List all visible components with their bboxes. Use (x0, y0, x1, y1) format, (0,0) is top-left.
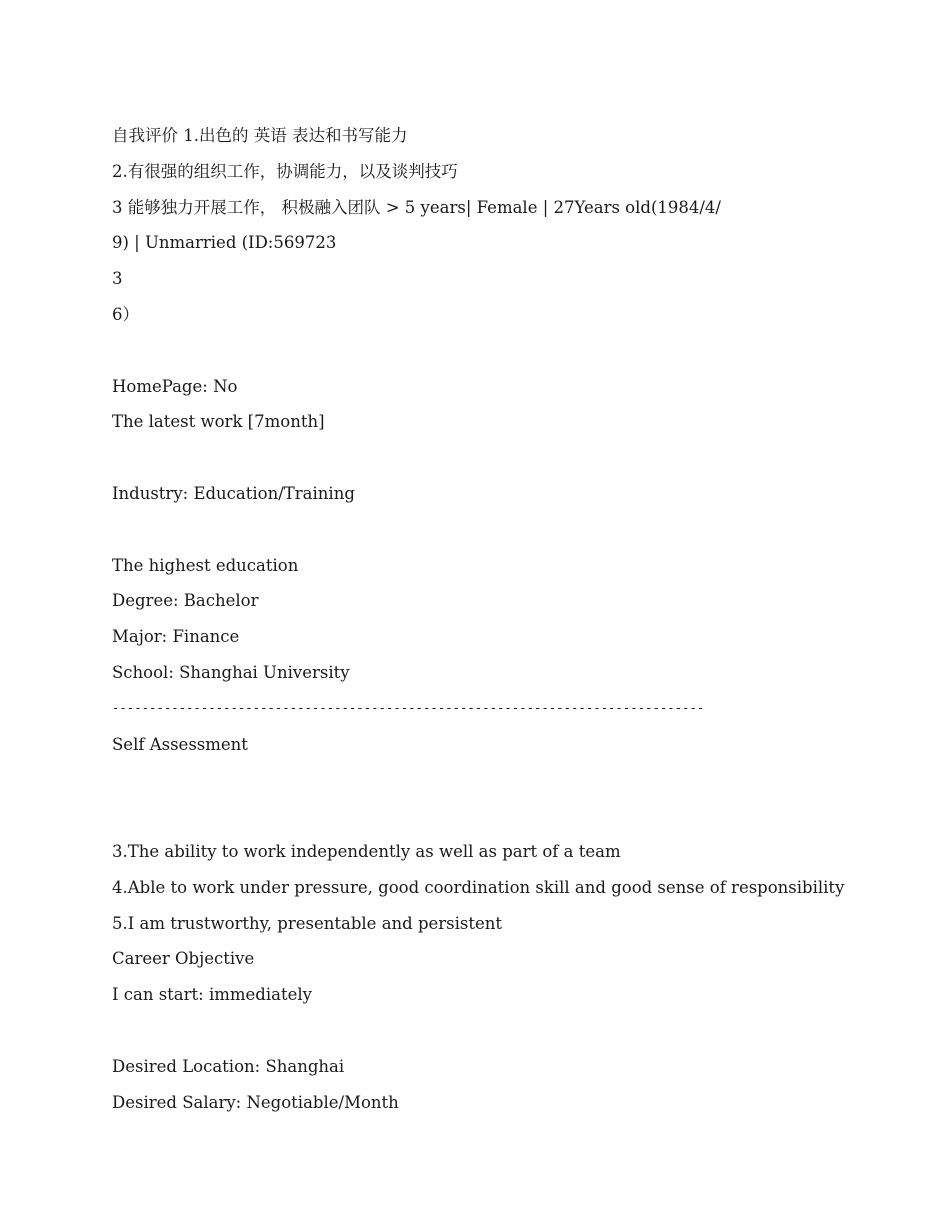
desired-salary-line: Desired Salary: Negotiable/Month (112, 1092, 399, 1112)
separator-line: -------------------------------------------------------------------------------- (112, 700, 705, 715)
degree-line: Degree: Bachelor (112, 591, 259, 611)
profile-summary-line: 9) | Unmarried (ID:569723 (112, 233, 337, 253)
cn-self-evaluation-line-3: 3 能够独力开展工作， 积极融入团队 > 5 years| Female | 27Years old(1984/4/ (112, 197, 721, 217)
school-line: School: Shanghai University (112, 662, 350, 682)
cn-self-evaluation-line-1: 自我评价 1.出色的 英语 表达和书写能力 (112, 126, 408, 145)
resume-text (112, 118, 872, 1120)
self-assessment-heading: Self Assessment (112, 734, 248, 754)
blank-line (112, 512, 872, 548)
blank-gap (112, 762, 872, 834)
self-assessment-item-3: 3.The ability to work independently as well as part of a team (112, 841, 621, 861)
desired-location-line: Desired Location: Shanghai (112, 1056, 345, 1076)
latest-work-line: The latest work [7month] (112, 412, 325, 432)
major-line: Major: Finance (112, 627, 240, 647)
blank-line (112, 333, 872, 369)
stray-number-line: 3 (112, 269, 123, 289)
blank-line (112, 440, 872, 476)
self-assessment-item-5: 5.I am trustworthy, presentable and persistent (112, 913, 503, 933)
homepage-line: HomePage: No (112, 376, 238, 396)
blank-line (112, 1013, 872, 1049)
cn-self-evaluation-line-2: 2.有很强的组织工作，协调能力，以及谈判技巧 (112, 161, 458, 181)
stray-number-line-2: 6） (112, 304, 139, 324)
start-date-line: I can start: immediately (112, 985, 312, 1005)
self-assessment-item-4: 4.Able to work under pressure, good coordination skill and good sense of responsibility (112, 877, 845, 897)
career-objective-heading: Career Objective (112, 949, 255, 969)
education-heading: The highest education (112, 555, 299, 575)
industry-line: Industry: Education/Training (112, 483, 355, 503)
